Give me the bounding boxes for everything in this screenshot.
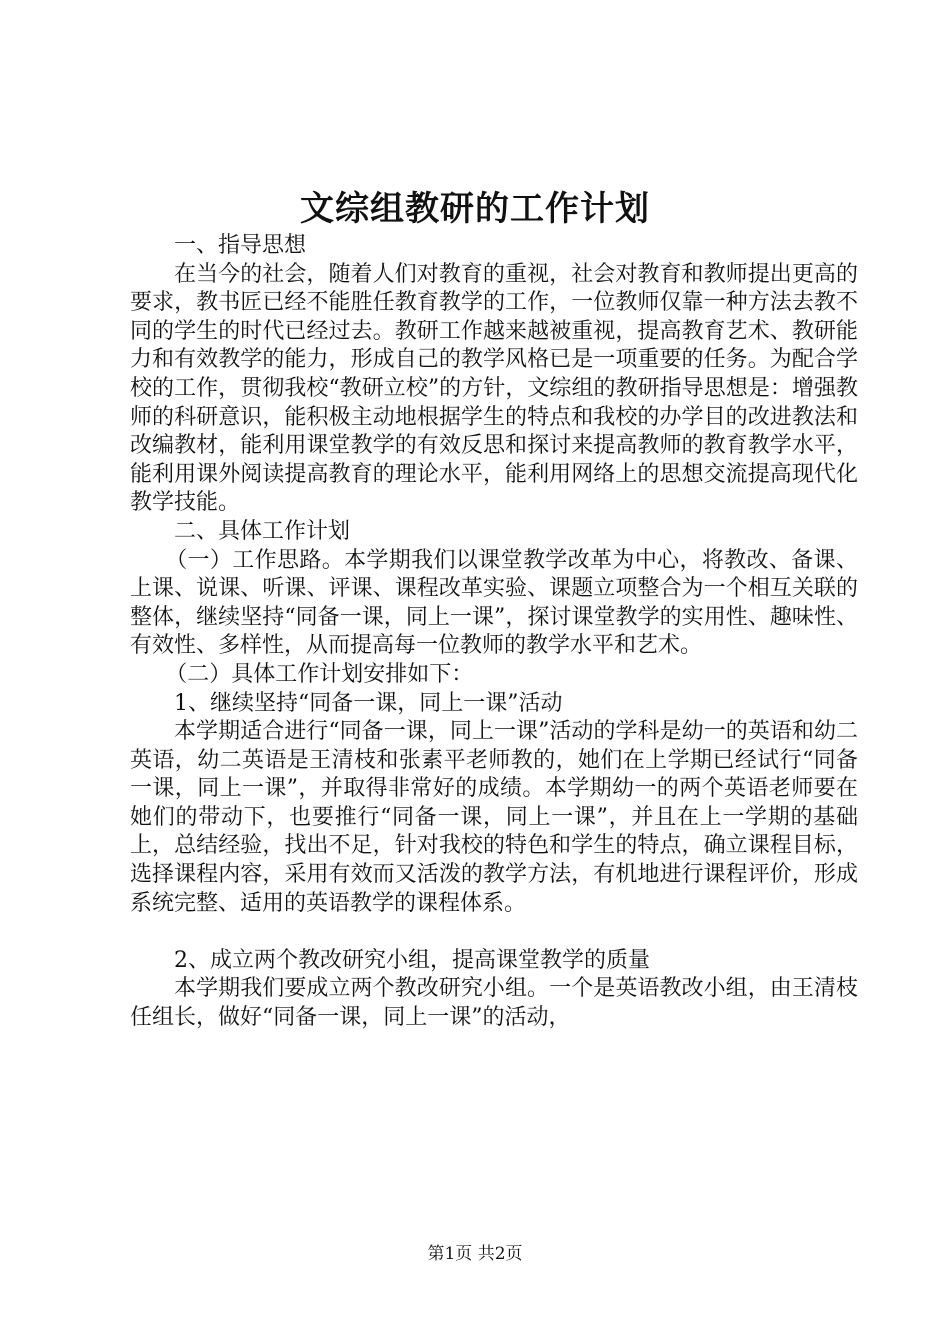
paragraph-work-approach: （一）工作思路。本学期我们以课堂教学改革为中心，将教改、备课、上课、说课、听课、评课、课程改革实验、课题立项整合为一个相互关联的整体，继续坚持“同备一课，同上一课”，探讨课堂教学的实用性、趣味性、有效性、多样性，从而提高每一位教师的教学水平和艺术。 — [130, 547, 858, 659]
document-body — [130, 232, 858, 1033]
document-title: 文综组教研的工作计划 — [300, 189, 650, 229]
paragraph-item-1: 本学期适合进行“同备一课，同上一课”活动的学科是幼一的英语和幼二英语，幼二英语是王清枝和张素平老师教的，她们在上学期已经试行“同备一课，同上一课”，并取得非常好的成绩。本学期幼一的两个英语老师要在她们的带动下，也要推行“同备一课，同上一课”，并且在上一学期的基础上，总结经验，找出不足，针对我校的特色和学生的特点，确立课程目标，选择课程内容，采用有效而又活泼的教学方法，有机地进行课程评价，形成系统完整、适用的英语教学的课程体系。 — [130, 719, 858, 916]
section-heading-guiding-ideology: 一、指导思想 — [174, 233, 307, 258]
subheading-plan-arrangement: （二）具体工作计划安排如下： — [165, 661, 474, 687]
item-heading-1: 1、继续坚持“同备一课，同上一课”活动 — [174, 690, 563, 716]
section-heading-work-plan: 二、具体工作计划 — [174, 518, 351, 544]
paragraph-guiding-ideology: 在当今的社会，随着人们对教育的重视，社会对教育和教师提出更高的要求，教书匠已经不能胜任教育教学的工作，一位教师仅靠一种方法去教不同的学生的时代已经过去。教研工作越来越被重视，提高教育艺术、教研能力和有效教学的能力，形成自己的教学风格已是一项重要的任务。为配合学校的工作，贯彻我校“教研立校”的方针，文综组的教研指导思想是：增强教师的科研意识，能积极主动地根据学生的特点和我校的办学目的改进教法和改编教材，能利用课堂教学的有效反思和探讨来提高教师的教育教学水平，能利用课外阅读提高教育的理论水平，能利用网络上的思想交流提高现代化教学技能。 — [130, 261, 858, 516]
paragraph-item-2: 本学期我们要成立两个教改研究小组。一个是英语教改小组，由王清枝任组长，做好“同备一课，同上一课”的活动， — [130, 976, 858, 1031]
paragraph-gap — [130, 918, 858, 947]
item-heading-2: 2、成立两个教改研究小组，提高课堂教学的质量 — [174, 947, 650, 973]
page-footer: 第1页 共2页 — [427, 1244, 523, 1264]
